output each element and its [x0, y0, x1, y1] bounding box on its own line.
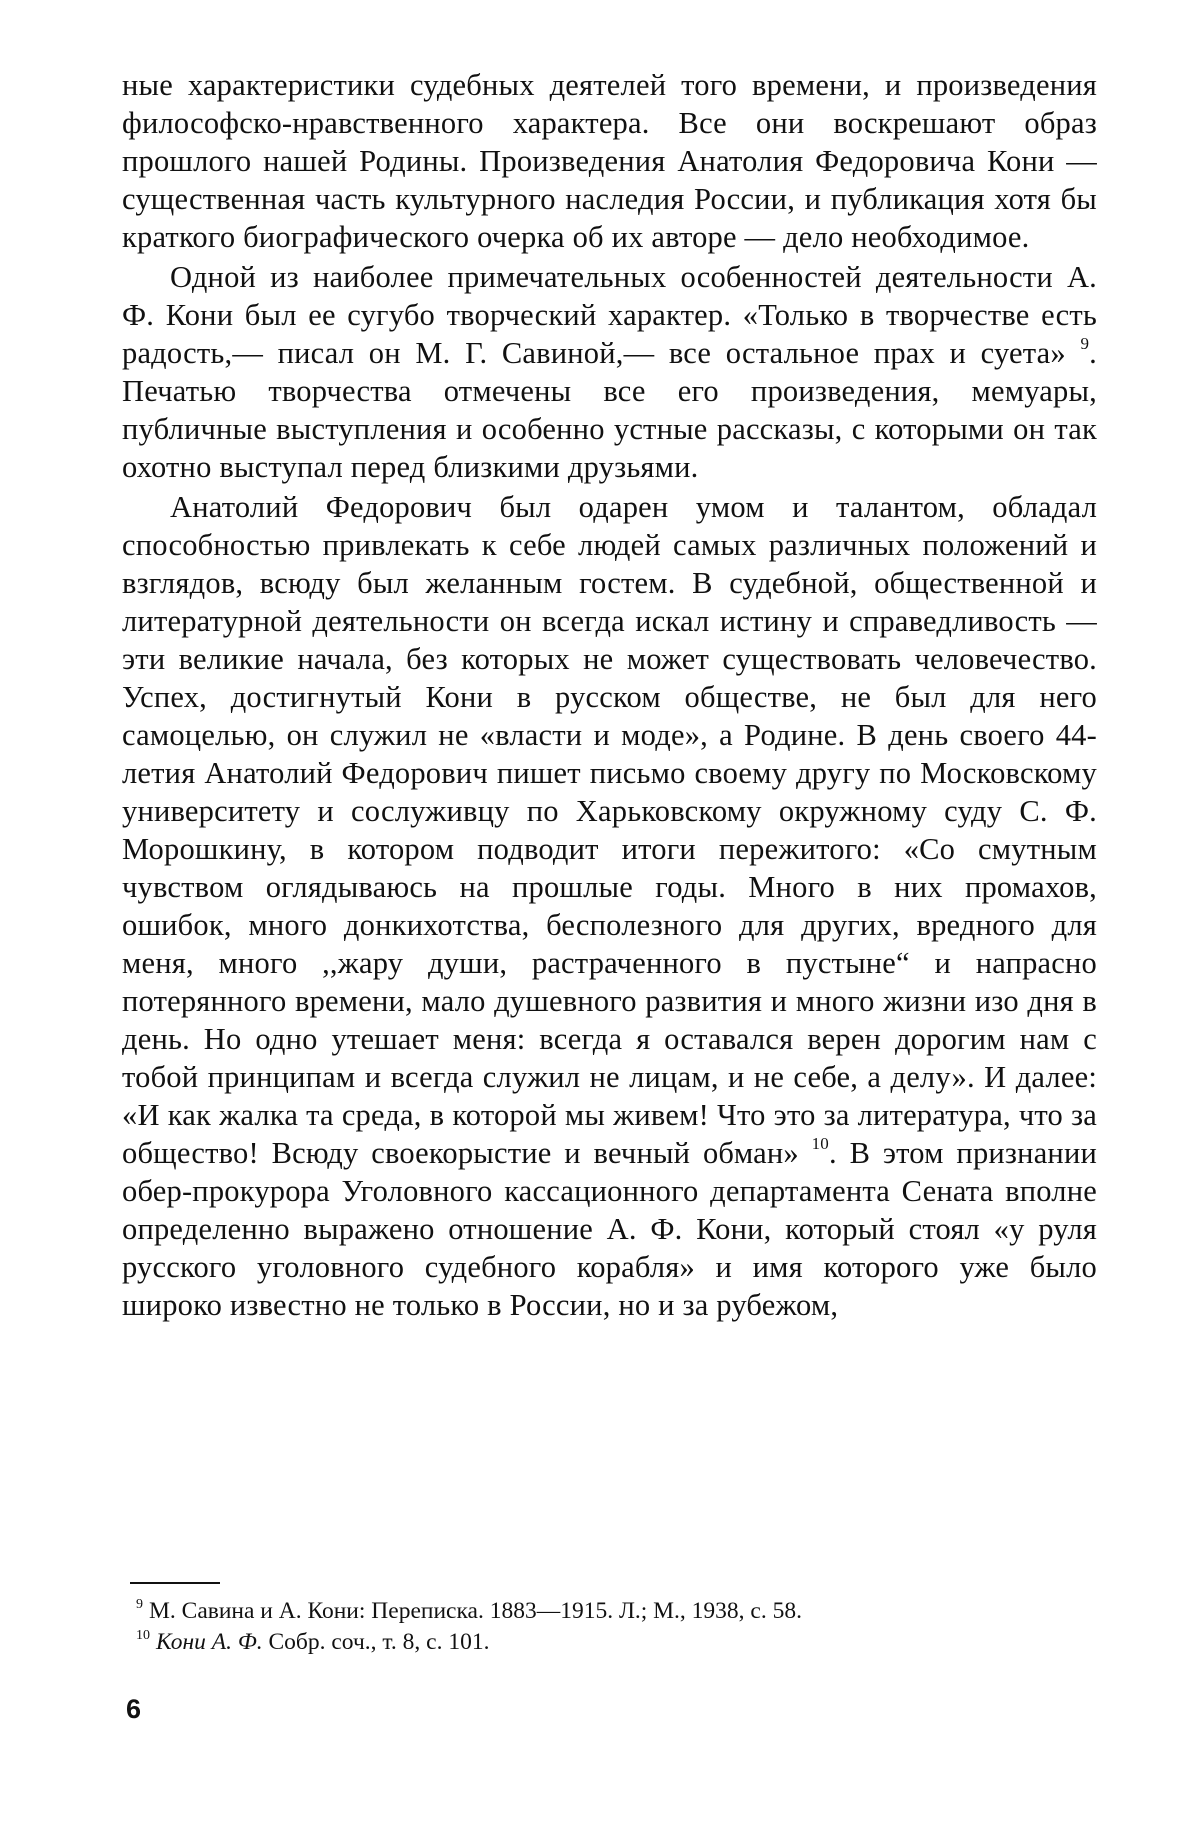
footnote-reference: 10: [811, 1134, 829, 1153]
page-number: 6: [126, 1694, 142, 1724]
paragraph-text: . В этом признании обер-прокурора Уголовного кассационного департамента Сената вполне определенно выражено отношение А. Ф. Кони, который стоял «у руля русского уголовного судебного корабля» и имя которого уже было широко известно не только в России, но и за рубежом,: [122, 1136, 1097, 1322]
footnote-text: М. Савина и А. Кони: Переписка. 1883—1915. Л.; М., 1938, с. 58.: [149, 1598, 802, 1624]
footnote-reference: 9: [1080, 334, 1090, 353]
paragraph-text: Анатолий Федорович был одарен умом и талантом, обладал способностью привлекать к себе людей самых различных положений и взглядов, всюду был желанным гостем. В судебной, общественной и литературной деятельности он всегда искал истину и справедливость — эти великие начала, без которых не может существовать человечество. Успех, достигнутый Кони в русском обществе, не был для него самоцелью, он служил не «власти и моде», а Родине. В день своего 44-летия Анатолий Федорович пишет письмо своему другу по Московскому университету и сослуживцу по Харьковскому окружному суду С. Ф. Морошкину, в котором подводит итоги пережитого: «Со смутным чувством оглядываюсь на прошлые годы. Много в них промахов, ошибок, много донкихотства, бесполезного для других, вредного для меня, много ,,жару души, растраченного в пустыне“ и напрасно потерянного времени, мало душевного развития и много жизни изо дня в день. Но одно утешает меня: всегда я оставался верен дорогим нам с тобой принципам и всегда служил не лицам, и не себе, а делу». И далее: «И как жалка та среда, в которой мы живем! Что это за литература, что за общество! Всюду своекорыстие и вечный обман»: [122, 490, 1097, 1170]
footnotes: [130, 1596, 1097, 1658]
footnote-text: Собр. соч., т. 8, с. 101.: [262, 1629, 490, 1655]
footnote-rule: [130, 1582, 220, 1584]
book-page: [122, 66, 1097, 1806]
paragraph-text: ные характеристики судебных деятелей того времени, и произведения философско-нравственного характера. Все они воскрешают образ прошлого нашей Родины. Произведения Анатолия Федоровича Кони — существенная часть культурного наследия России, и публикация хотя бы краткого биографического очерка об их авторе — дело необходимое.: [122, 68, 1097, 254]
footnote-mark: 10: [136, 1628, 150, 1643]
footnote-mark: 9: [136, 1597, 143, 1612]
paragraph: [122, 258, 1097, 486]
body-text: [122, 66, 1097, 1324]
footnote: [130, 1627, 1097, 1658]
footnote-author: Кони А. Ф.: [156, 1629, 263, 1655]
paragraph-text: Одной из наиболее примечательных особенностей деятельности А. Ф. Кони был ее сугубо творческий характер. «Только в творчестве есть радость,— писал он М. Г. Савиной,— все остальное прах и суета»: [122, 260, 1097, 370]
paragraph-text: . Печатью творчества отмечены все его произведения, мемуары, публичные выступления и особенно устные рассказы, с которыми он так охотно выступал перед близкими друзьями.: [122, 336, 1097, 484]
paragraph: [122, 488, 1097, 1324]
paragraph: [122, 66, 1097, 256]
footnote: [130, 1596, 1097, 1627]
